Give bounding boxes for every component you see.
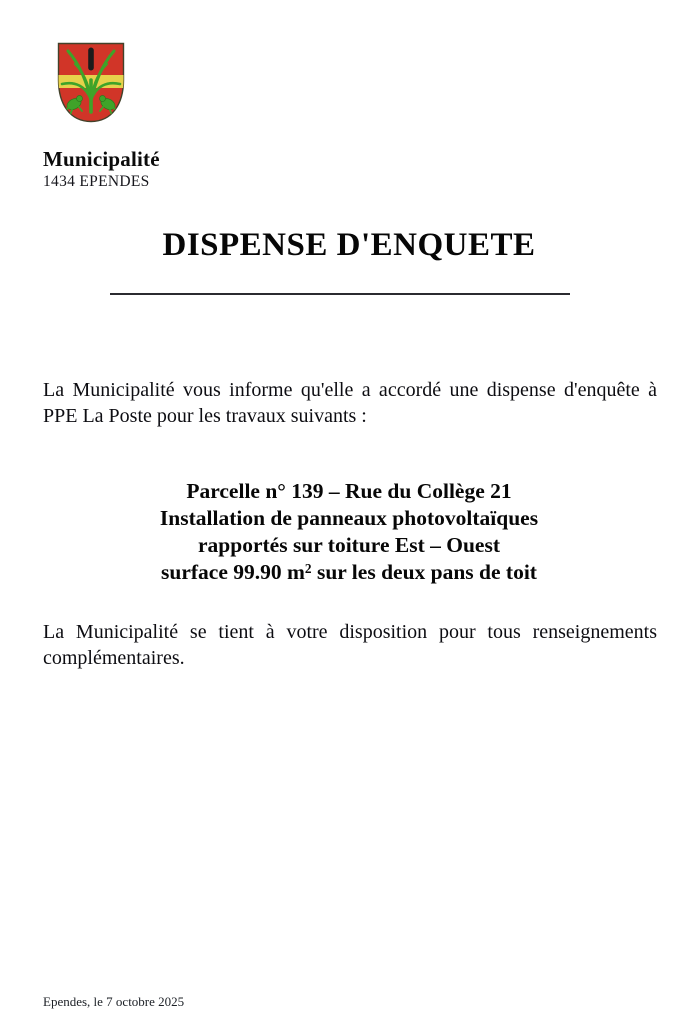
coat-of-arms-icon bbox=[57, 42, 125, 123]
document-title: DISPENSE D'ENQUETE bbox=[162, 227, 536, 263]
works-notice-line-roof: rapportés sur toiture Est – Ouest bbox=[198, 533, 500, 557]
cattail-mace bbox=[88, 48, 94, 71]
surface-text-tail: sur les deux pans de toit bbox=[311, 560, 537, 584]
surface-text: surface 99.90 m bbox=[161, 560, 305, 584]
works-notice bbox=[0, 478, 698, 588]
title-underline bbox=[110, 293, 570, 295]
footer-date: Ependes, le 7 octobre 2025 bbox=[43, 994, 185, 1009]
intro-paragraph: La Municipalité vous informe qu'elle a accordé une dispense d'enquête à PPE La Poste pour les travaux suivants : bbox=[43, 379, 657, 427]
works-notice-line-parcel: Parcelle n° 139 – Rue du Collège 21 bbox=[186, 479, 512, 503]
sender-name: Municipalité bbox=[43, 147, 160, 171]
closing-paragraph: La Municipalité se tient à votre disposition pour tous renseignements complémentaires. bbox=[43, 621, 657, 669]
sender-locality: 1434 EPENDES bbox=[43, 173, 150, 190]
works-notice-line-surface bbox=[0, 559, 698, 588]
superscript-2: 2 bbox=[304, 561, 312, 577]
works-notice-line-installation: Installation de panneaux photovoltaïques bbox=[159, 506, 539, 530]
